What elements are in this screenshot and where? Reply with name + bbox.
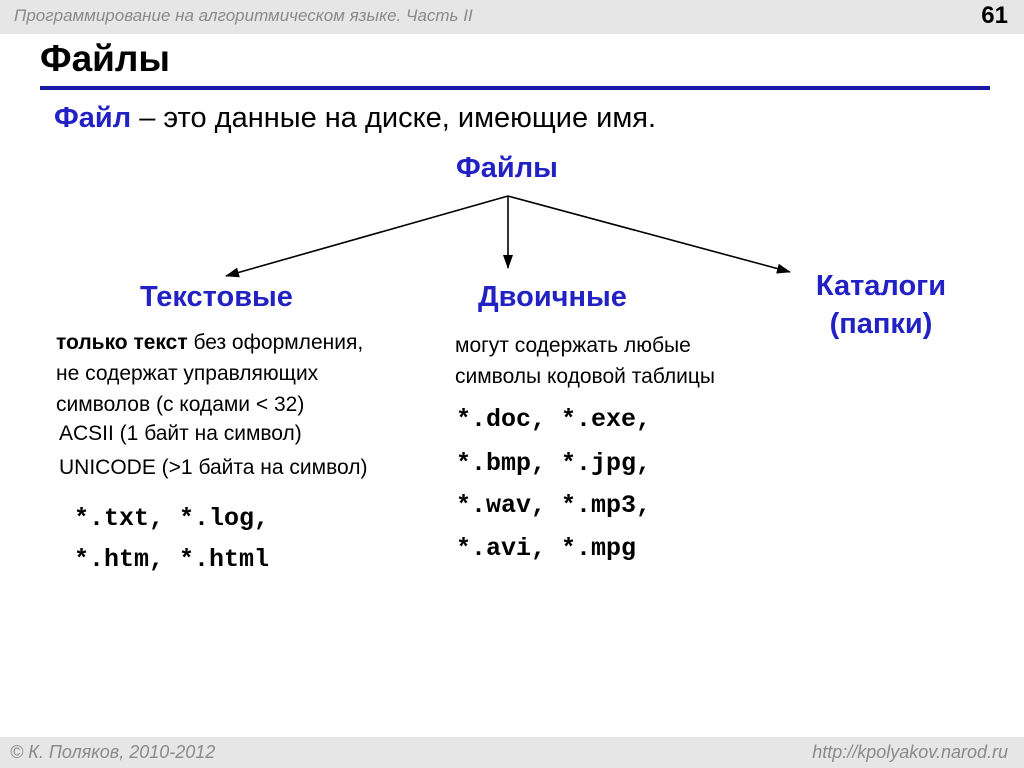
footer-url: http://kpolyakov.narod.ru: [812, 742, 1008, 762]
arrow-to-text: [226, 196, 508, 276]
definition-term: Файл: [54, 102, 132, 134]
text-files-desc-line2: не содержат управляющих: [56, 362, 319, 385]
category-text-files: Текстовые: [140, 281, 293, 313]
definition: [54, 102, 656, 135]
title-rule: [40, 86, 990, 90]
binary-files-extensions-2: *.bmp, *.jpg,: [456, 449, 652, 478]
slide-number: 61: [981, 2, 1008, 29]
slide-title: Файлы: [40, 38, 171, 79]
text-files-extensions-1: *.txt, *.log,: [74, 504, 270, 533]
text-files-desc-line3: символов (с кодами < 32): [56, 393, 305, 416]
category-binary-files: Двоичные: [478, 281, 627, 313]
binary-files-desc-line2: символы кодовой таблицы: [455, 365, 715, 388]
binary-files-description: [455, 330, 715, 392]
category-folders-line1: Каталоги: [815, 270, 947, 302]
binary-files-extensions-1: *.doc, *.exe,: [456, 405, 652, 434]
text-files-extensions-2: *.htm, *.html: [74, 545, 270, 574]
text-files-unicode: UNICODE (>1 байта на символ): [59, 456, 368, 479]
text-files-desc-line1: без оформления,: [187, 331, 364, 354]
arrow-to-folders: [508, 196, 790, 272]
tree-root-label: Файлы: [456, 152, 558, 184]
category-folders: [795, 267, 967, 343]
footer-author: © К. Поляков, 2010-2012: [10, 742, 216, 762]
binary-files-desc-line1: могут содержать любые: [455, 334, 691, 357]
binary-files-extensions-3: *.wav, *.mp3,: [456, 491, 652, 520]
text-files-desc-bold: только текст: [56, 331, 188, 354]
definition-text: – это данные на диске, имеющие имя.: [131, 102, 657, 134]
category-folders-line2: (папки): [829, 308, 933, 340]
binary-files-extensions-4: *.avi, *.mpg: [456, 534, 637, 563]
text-files-description: [56, 327, 363, 420]
header-subtitle: Программирование на алгоритмическом языке. Часть II: [14, 6, 473, 25]
text-files-ascii: ACSII (1 байт на символ): [59, 422, 302, 445]
